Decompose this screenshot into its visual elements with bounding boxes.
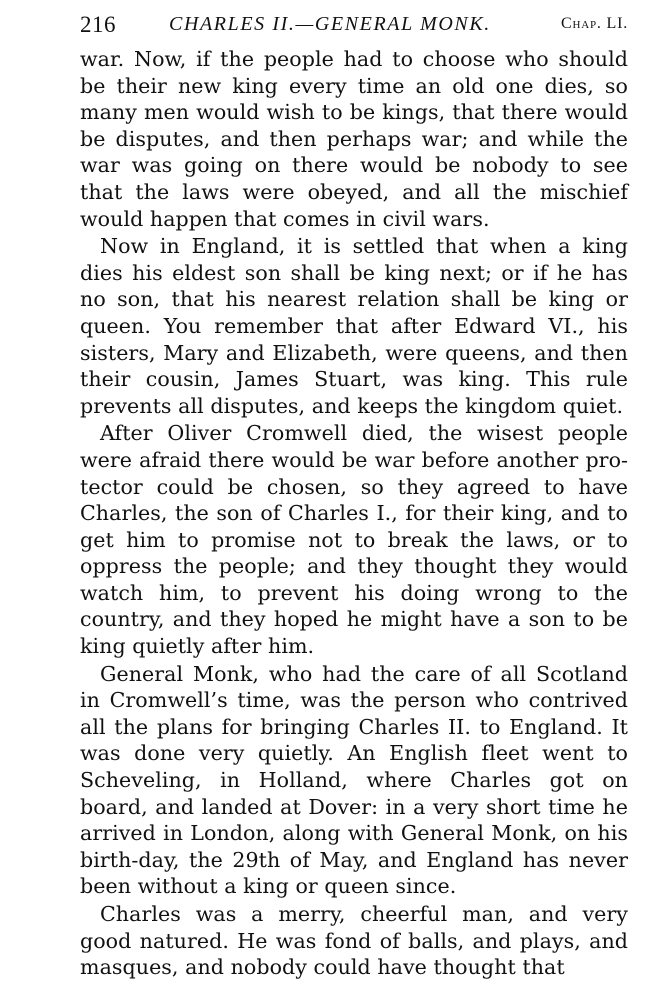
- running-title: CHARLES II.—GENERAL MONK.: [169, 13, 491, 35]
- paragraph-2: Now in England, it is settled that when a king dies his eldest son shall be king next; or if he has no son, that his nearest relation shall be king or queen. You remember that after Edward VI., his sisters, Mary and Elizabeth, were queens, and then their cousin, James Stuart, was king. This rule prevents all disputes, and keeps the kingdom quiet.: [80, 234, 628, 418]
- paragraph-5: Charles was a merry, cheerful man, and very good natured. He was fond of balls, and plays, and masques, and nobody could have thought that: [80, 902, 628, 980]
- paragraph-1: war. Now, if the people had to choose who should be their new king every time an old one dies, so many men would wish to be kings, that there would be disputes, and then perhaps war; and while the war was going on there would be nobody to see that the laws were obeyed, and all the mischief would happen that comes in civil wars.: [80, 47, 628, 231]
- chapter-label: Chap. LI.: [561, 15, 628, 32]
- paragraph-3: After Oliver Cromwell died, the wisest people were afraid there would be war before another protector could be chosen, so they agreed to have Charles, the son of Charles I., for their king, and to get him to promise not to break the laws, or to oppress the people; and they thought they would watch him, to prevent his doing wrong to the country, and they hoped he might have a son to be king quietly after him.: [80, 421, 628, 659]
- body-text: [80, 46, 628, 981]
- page-number: 216: [80, 12, 116, 37]
- paragraph-4: General Monk, who had the care of all Scotland in Cromwell’s time, was the person who contrived all the plans for bringing Charles II. to England. It was done very quietly. An English fleet went to Scheveling, in Holland, where Charles got on board, and landed at Dover: in a very short time he arrived in London, along with General Monk, on his birth-day, the 29th of May, and England has never been without a king or queen since.: [80, 661, 628, 899]
- running-head: [80, 12, 628, 46]
